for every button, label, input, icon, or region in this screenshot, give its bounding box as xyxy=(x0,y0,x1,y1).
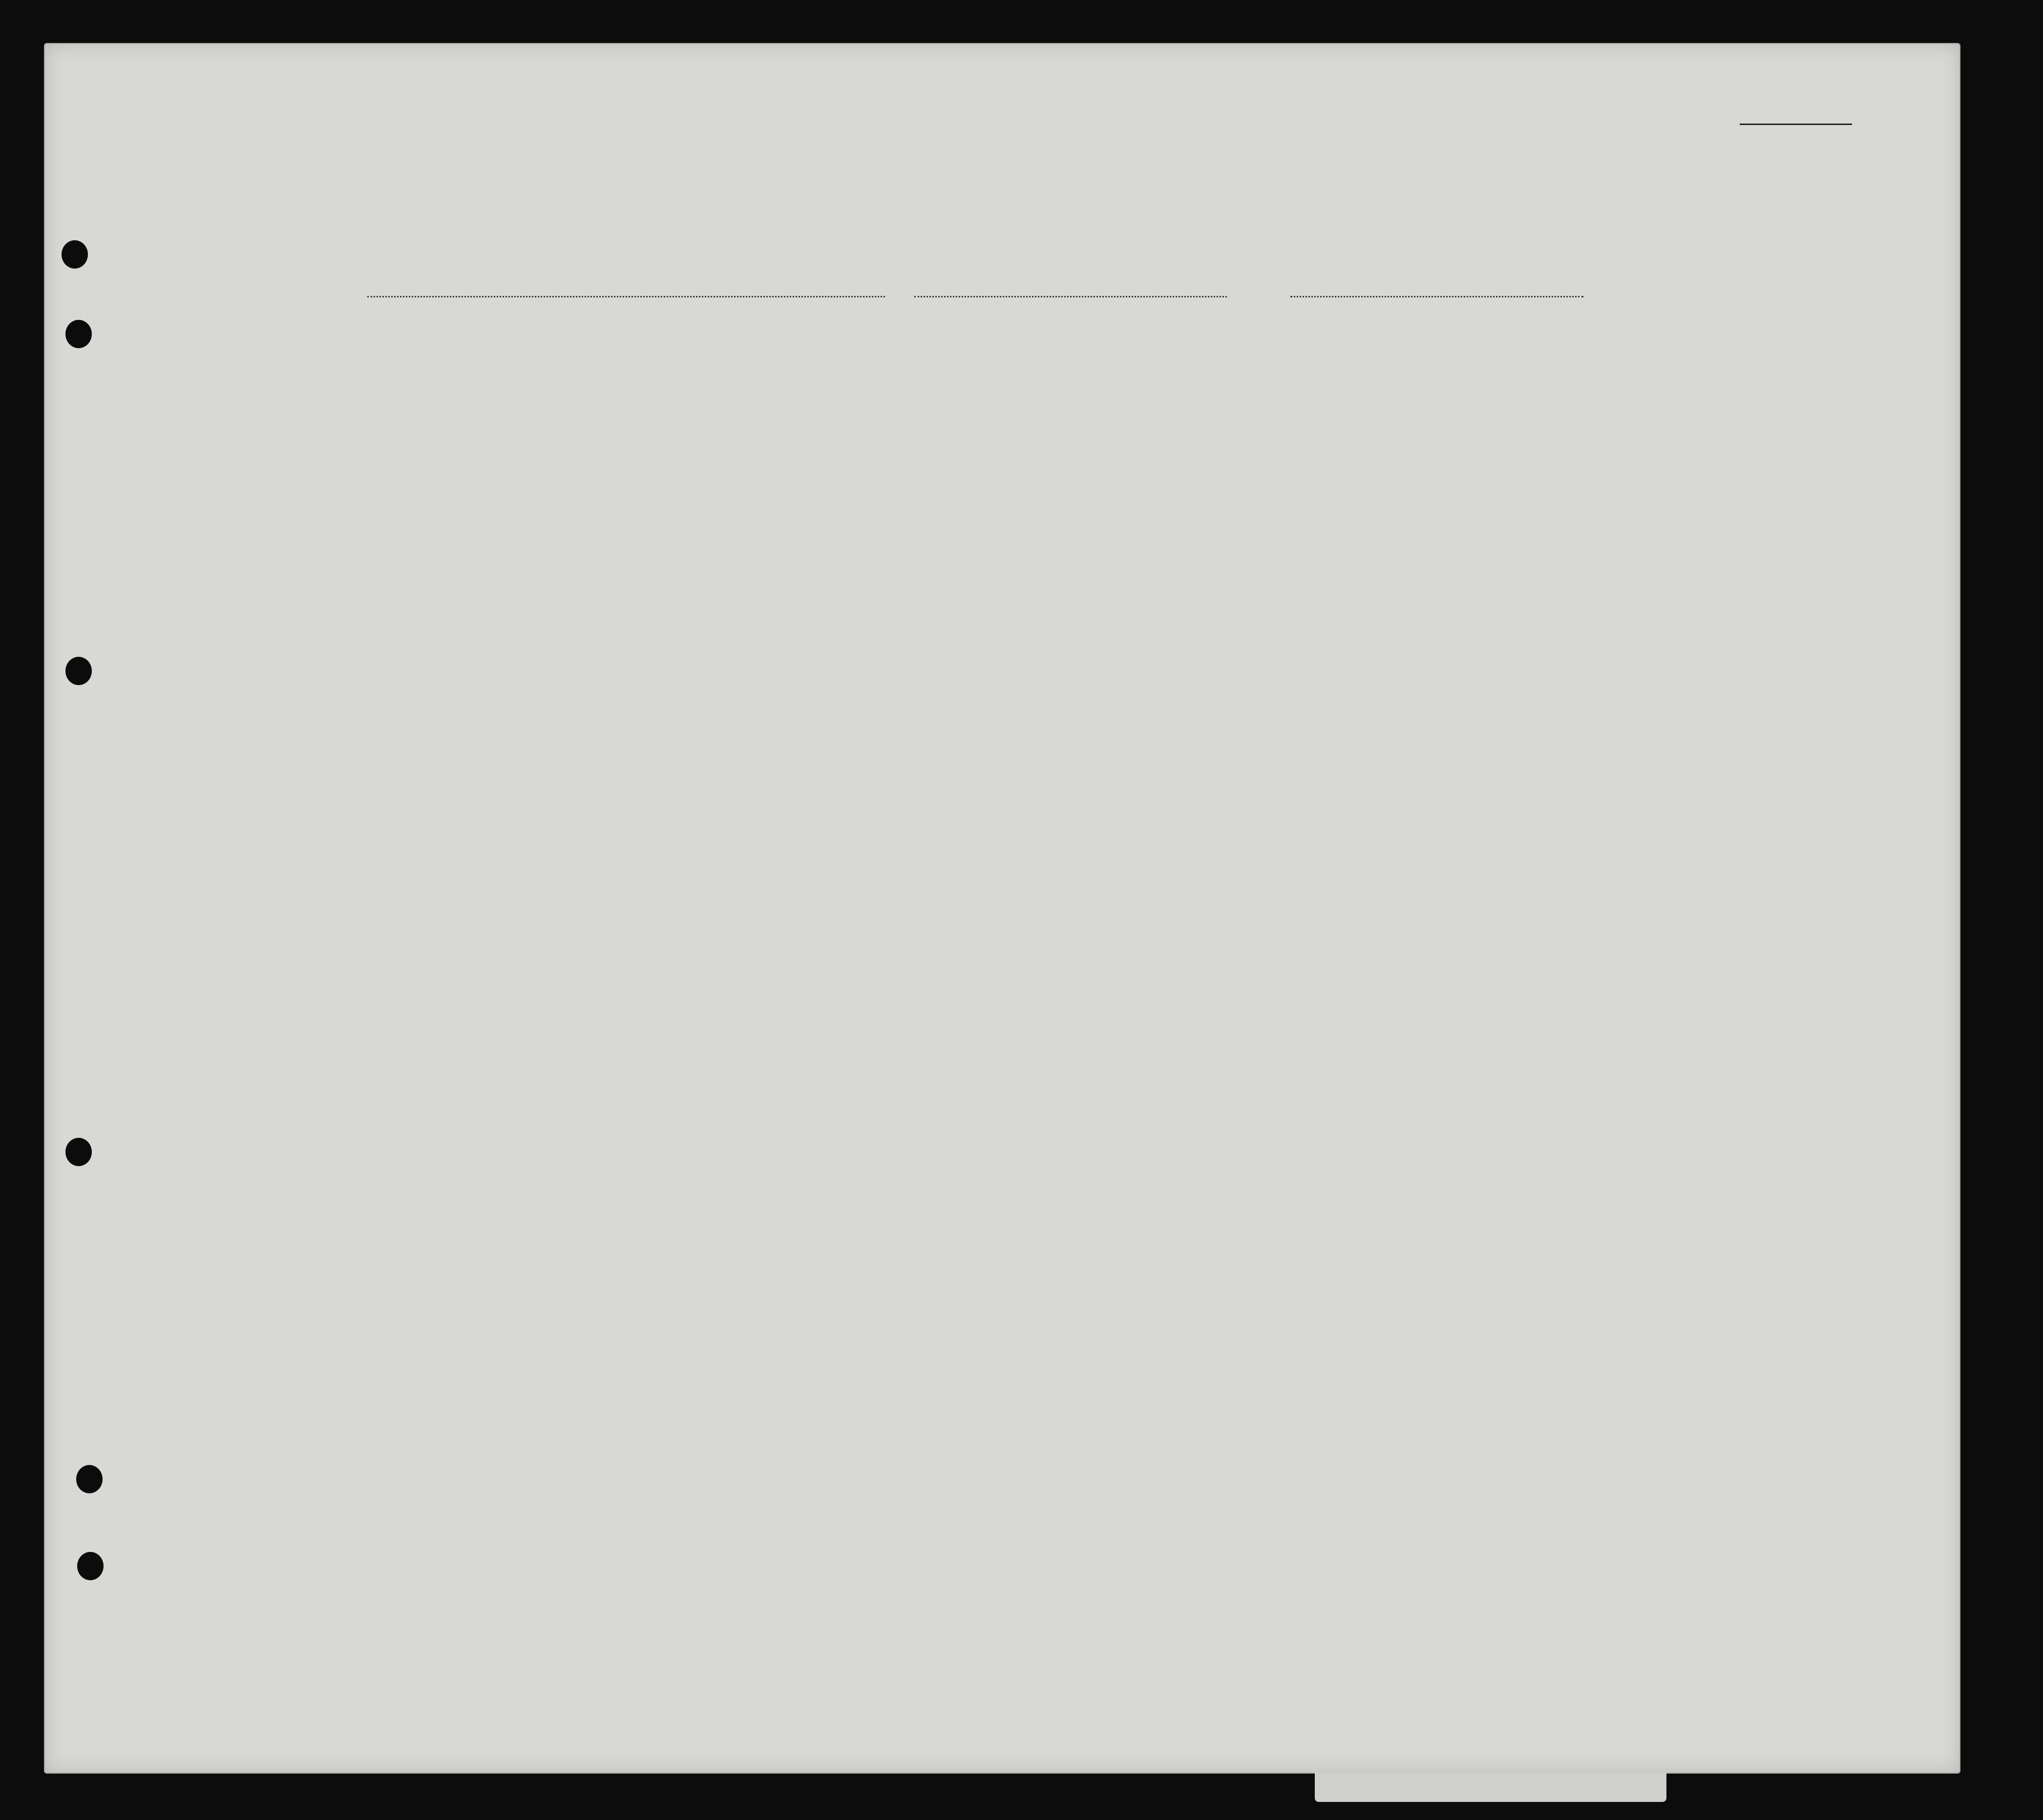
binder-hole xyxy=(76,1465,103,1493)
list-number-block xyxy=(1725,103,1852,131)
year-field xyxy=(1290,273,1583,297)
port-field xyxy=(367,273,885,297)
binder-hole xyxy=(62,240,88,269)
sheet-edge xyxy=(1315,1773,1666,1802)
manifest-sheet xyxy=(44,43,1960,1774)
binder-hole xyxy=(65,657,92,685)
binder-hole xyxy=(77,1552,104,1580)
binder-hole xyxy=(65,320,92,348)
date-field xyxy=(914,273,1227,297)
list-number xyxy=(1740,124,1852,125)
binder-hole xyxy=(65,1138,92,1166)
manifest-table xyxy=(118,322,1959,1651)
